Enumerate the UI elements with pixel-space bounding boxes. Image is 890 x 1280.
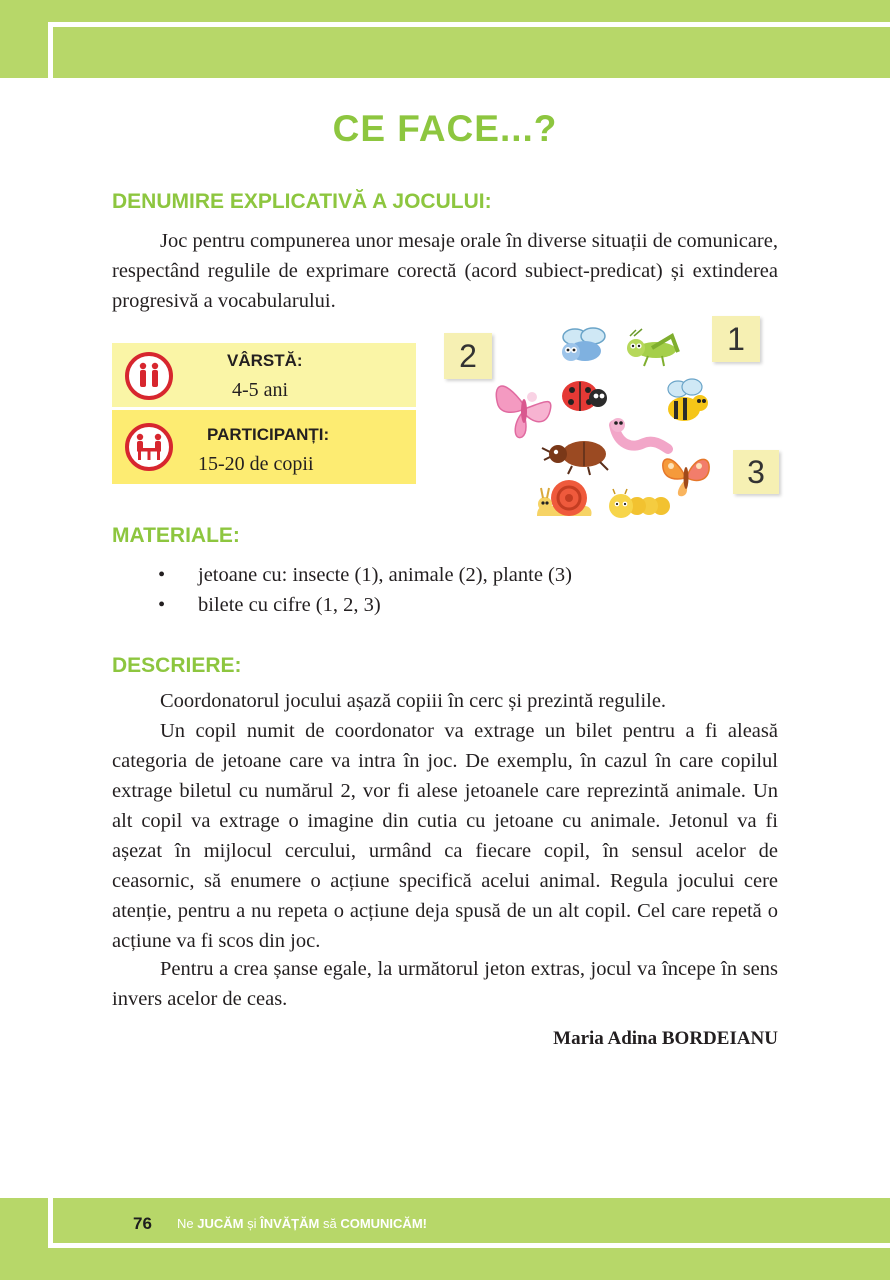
game-name-text: Joc pentru compunerea unor mesaje orale în diverse situații de comunicare, respectând regulile de exprimare corectă (acord subiect-predicat) și extinderea progresivă a vocabularului. xyxy=(112,230,778,312)
children-icon xyxy=(124,351,174,401)
description-paragraph: Pentru a crea șanse egale, la următorul jeton extras, jocul va începe în sens invers acelor de ceas. xyxy=(112,958,778,1010)
description-paragraph: Coordonatorul jocului așază copiii în cerc și prezintă regulile. xyxy=(160,690,667,712)
top-band xyxy=(0,0,890,78)
series-word: și xyxy=(247,1216,257,1231)
series-word: JUCĂM xyxy=(197,1216,244,1231)
grasshopper-icon xyxy=(622,328,684,368)
bottom-band-frame xyxy=(48,1198,890,1248)
page-title: CE FACE...? xyxy=(332,108,558,149)
bottom-band xyxy=(0,1198,890,1280)
worm-icon xyxy=(608,415,673,457)
materials-list xyxy=(158,560,572,620)
fly-icon xyxy=(555,325,610,367)
note-card-3: 3 xyxy=(733,450,779,494)
age-label: VÂRSTĂ: xyxy=(227,351,303,370)
author-signature: Maria Adina BORDEIANU xyxy=(553,1028,778,1049)
series-title xyxy=(177,1216,427,1231)
participants-box xyxy=(112,410,416,484)
description-heading: DESCRIERE: xyxy=(112,654,242,677)
age-value: 4-5 ani xyxy=(232,379,289,401)
participants-label: PARTICIPANȚI: xyxy=(207,425,330,444)
age-box xyxy=(112,343,416,407)
list-item: • bilete cu cifre (1, 2, 3) xyxy=(158,590,572,620)
list-item: • jetoane cu: insecte (1), animale (2), plante (3) xyxy=(158,560,572,590)
snail-icon xyxy=(535,476,597,522)
description-paragraph: Un copil numit de coordonator va extrage un bilet pentru a fi aleasă categoria de jetoane care va intra în joc. De exemplu, în cazul în care copilul extrage biletul cu numărul 2, vor fi alese jetoanele care reprezintă animale. Un alt copil va extrage o imagine din cutia cu jetoane cu animale. Jetonul va fi așezat în mijlocul cercului, urmând ca fiecare copil, în sensul acelor de ceasornic, să enumere o acțiune specifică acelui animal. Regula jocului cere atenție, pentru a nu repeta o acțiune deja spusă de un alt copil. Cel care repetă o acțiune va fi scos din joc. xyxy=(112,720,778,952)
ladybug-icon xyxy=(558,376,610,416)
note-card-1: 1 xyxy=(712,316,760,362)
materials-heading: MATERIALE: xyxy=(112,524,240,547)
participants-value: 15-20 de copii xyxy=(198,453,314,475)
caterpillar-icon xyxy=(605,488,677,524)
beetle-icon xyxy=(538,434,614,476)
series-word: COMUNICĂM! xyxy=(340,1216,427,1231)
series-word: ÎNVĂȚĂM xyxy=(260,1216,320,1231)
game-name-heading: DENUMIRE EXPLICATIVĂ A JOCULUI: xyxy=(112,190,492,213)
page-number: 76 xyxy=(133,1214,152,1233)
note-card-2: 2 xyxy=(444,333,492,379)
top-band-frame xyxy=(48,22,890,78)
series-word: Ne xyxy=(177,1216,194,1231)
people-table-icon xyxy=(124,422,174,472)
series-word: să xyxy=(322,1216,337,1231)
